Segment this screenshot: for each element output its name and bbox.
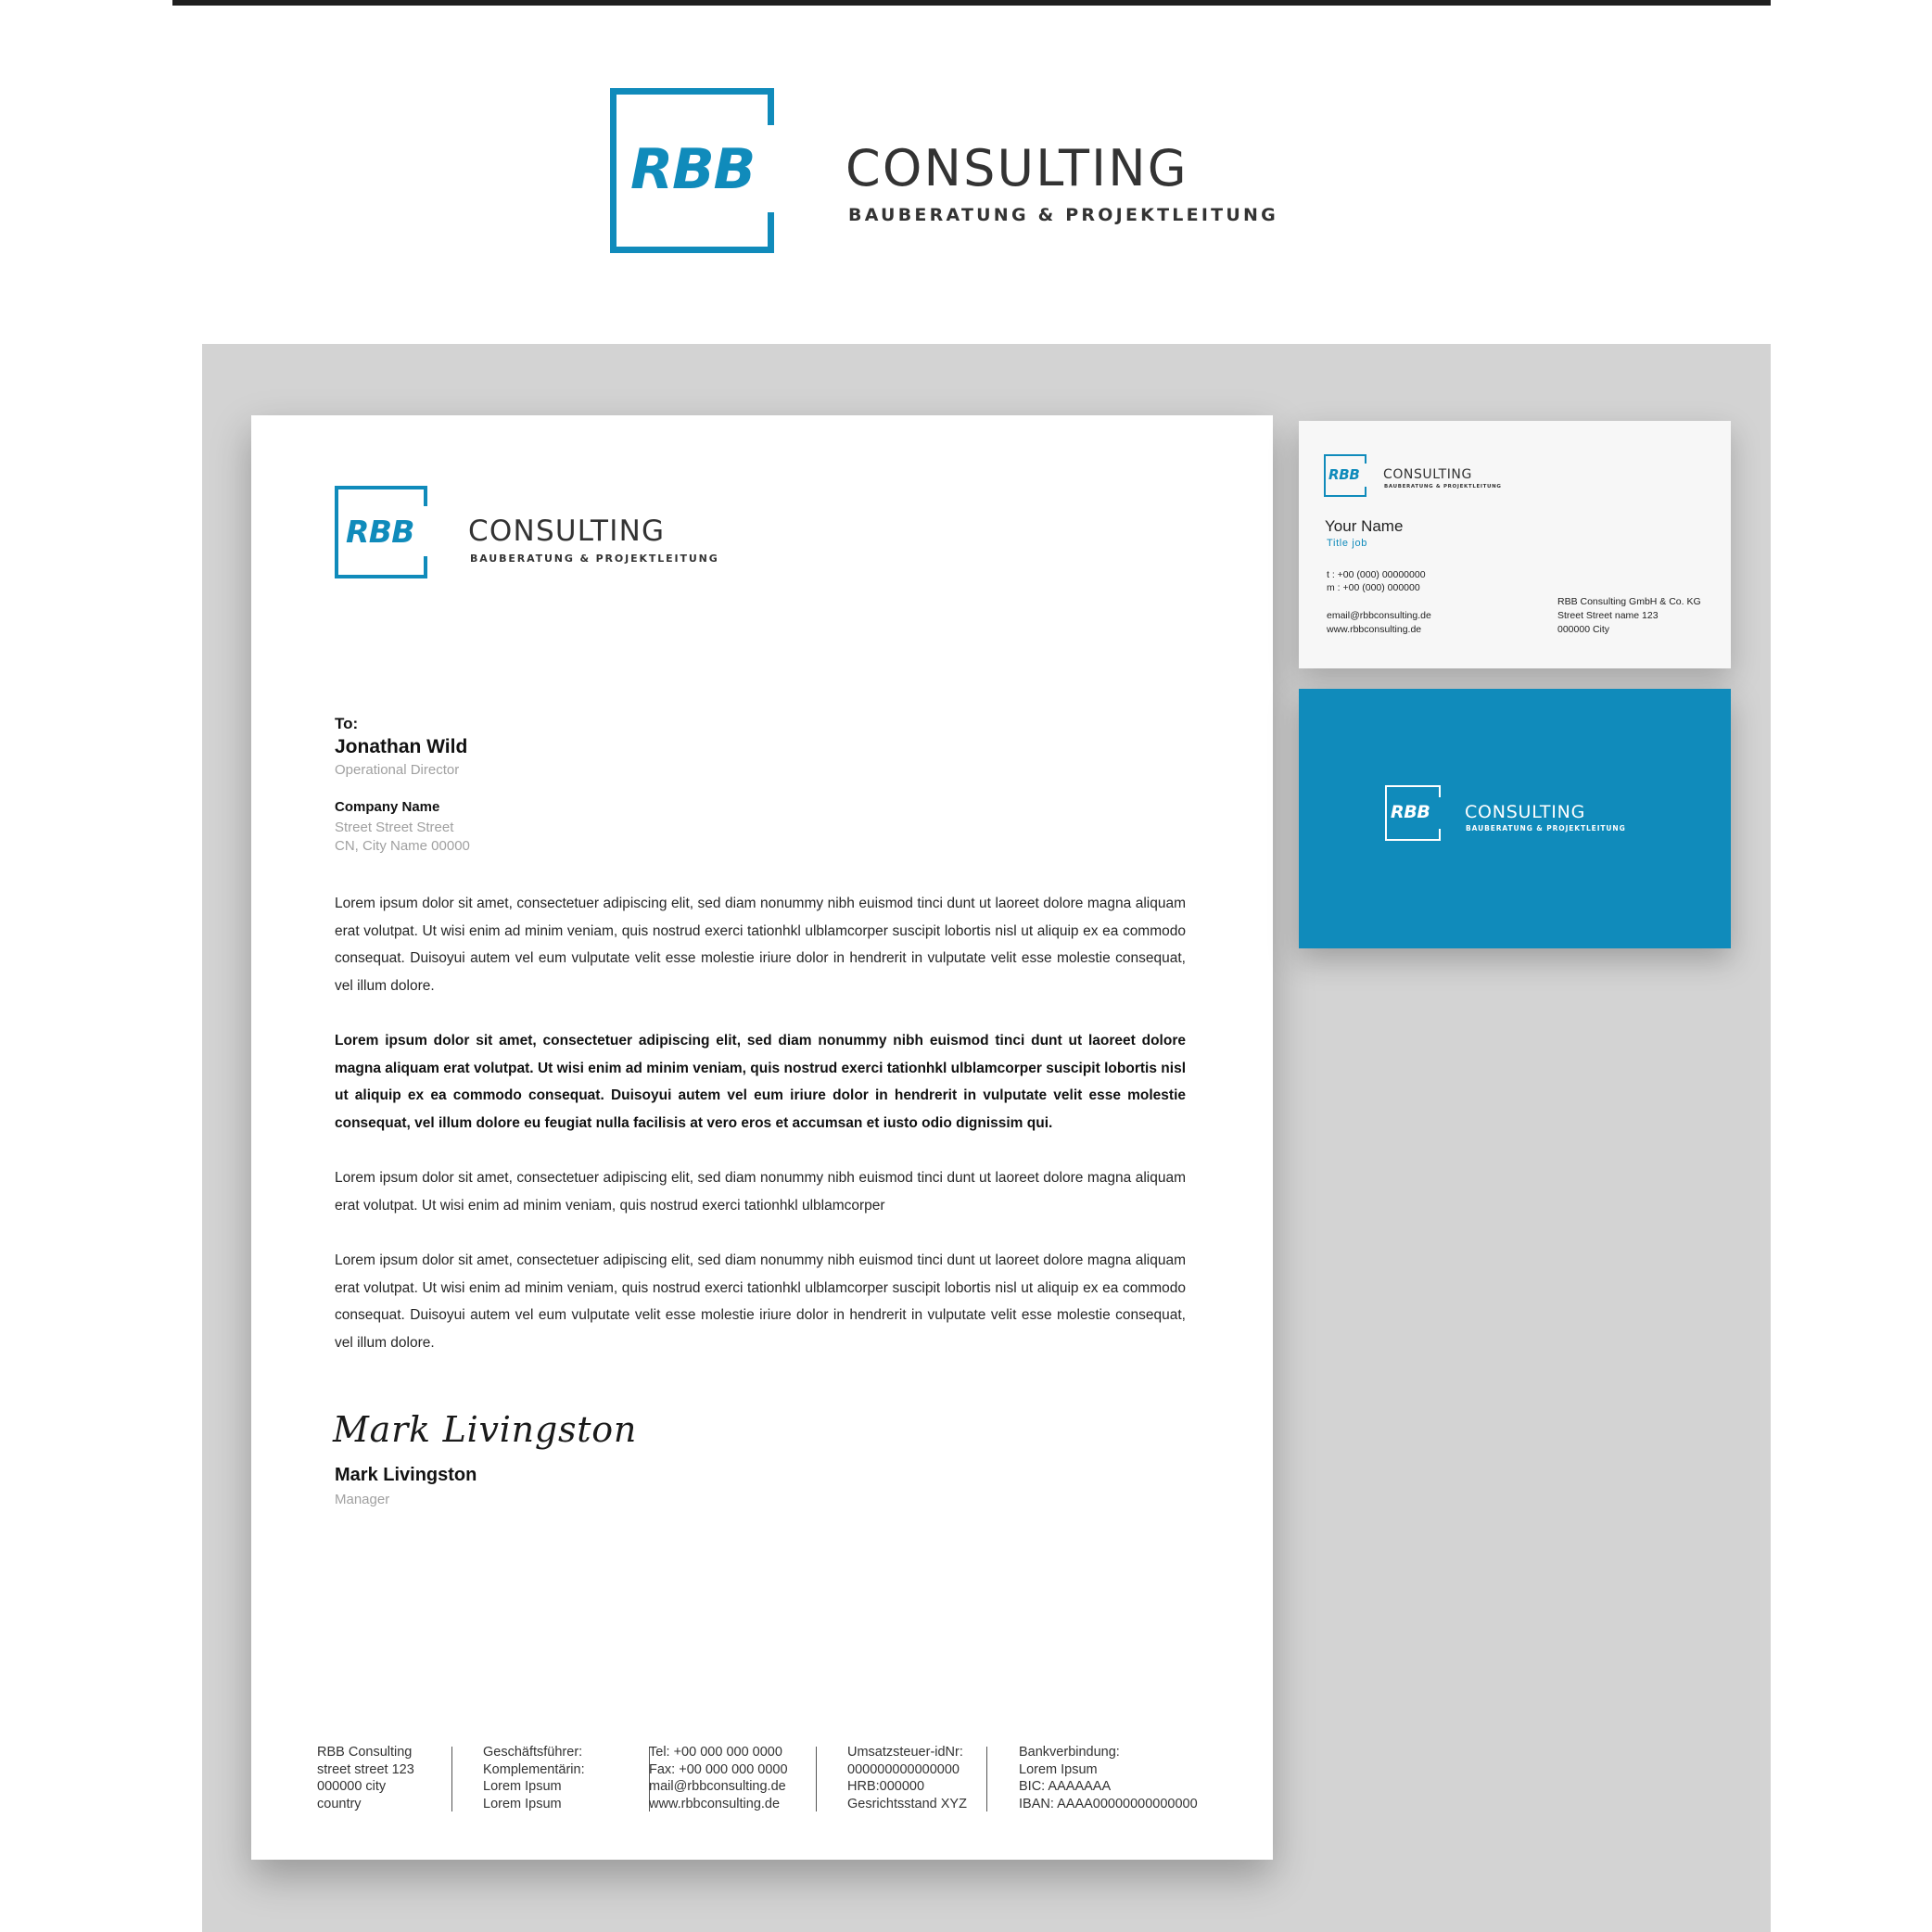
footer-tax — [847, 1744, 967, 1812]
card-back-logo-tagline: BAUBERATUNG & PROJEKTLEITUNG — [1466, 824, 1626, 833]
body-paragraph: Lorem ipsum dolor sit amet, consectetuer adipiscing elit, sed diam nonummy nibh euismod tinci dunt ut laoreet dolore magna aliquam erat volutpat. Ut wisi enim ad minim veniam, quis nostrud exerci tationhkl ulblamcorper suscipit lobortis nisl ut aliquip ex ea commodo consequat. Duisoyui autem vel eum vulputate velit esse molestie iriure dolor in hendrerit in vulputate velit esse molestie consequat, vel illum dolore. — [335, 896, 1186, 994]
footer-management — [483, 1744, 585, 1812]
handwritten-signature: Mark Livingston — [333, 1409, 638, 1450]
card-back-logo-frame-gap — [1438, 797, 1443, 829]
signer-name: Mark Livingston — [335, 1465, 477, 1485]
card-company: RBB Consulting GmbH & Co. KG — [1557, 596, 1701, 607]
letter-logo-rbb-text: RBB — [346, 514, 414, 550]
footer-bank — [1019, 1744, 1198, 1812]
footer-line: street street 123 — [317, 1761, 414, 1777]
footer-line: Umsatzsteuer-idNr: — [847, 1745, 963, 1760]
body-paragraph: Lorem ipsum dolor sit amet, consectetuer adipiscing elit, sed diam nonummy nibh euismod tinci dunt ut laoreet dolore magna aliquam erat volutpat. Ut wisi enim ad minim veniam, quis nostrud exerci tationhkl ulblamcorper — [335, 1170, 1186, 1214]
footer-contact — [649, 1744, 807, 1812]
logo-frame-gap — [766, 125, 777, 212]
footer-divider — [451, 1747, 452, 1811]
to-label: To: — [335, 715, 359, 732]
logo-consulting-text: CONSULTING — [845, 139, 1188, 197]
footer-line: Lorem Ipsum — [1019, 1761, 1098, 1777]
footer-address — [317, 1744, 414, 1812]
letter-logo-tagline: BAUBERATUNG & PROJEKTLEITUNG — [470, 553, 719, 565]
footer-divider — [816, 1747, 817, 1811]
card-street: Street Street name 123 — [1557, 610, 1659, 621]
footer-line: 000000000000000 — [847, 1761, 960, 1777]
card-logo — [1324, 454, 1537, 501]
card-back-logo-consulting-text: CONSULTING — [1465, 802, 1586, 822]
footer-divider — [986, 1747, 987, 1811]
footer-line: 000000 city — [317, 1779, 387, 1794]
business-card-back — [1299, 689, 1731, 948]
card-job-title: Title job — [1327, 538, 1368, 549]
footer-line: www.rbbconsulting.de — [649, 1796, 781, 1811]
company-street: Street Street Street — [335, 820, 454, 835]
card-name: Your Name — [1325, 517, 1404, 535]
top-border-bar — [172, 0, 1771, 6]
footer-line: Lorem Ipsum — [483, 1779, 562, 1794]
card-back-logo — [1385, 785, 1663, 845]
card-phone: t : +00 (000) 00000000 — [1327, 569, 1426, 580]
company-name: Company Name — [335, 799, 440, 815]
footer-line: Komplementärin: — [483, 1761, 585, 1777]
business-card-front — [1299, 421, 1731, 668]
card-city: 000000 City — [1557, 624, 1610, 635]
footer-line: country — [317, 1796, 362, 1811]
company-city: CN, City Name 00000 — [335, 838, 470, 854]
letter-logo-consulting-text: CONSULTING — [468, 515, 666, 548]
recipient-title: Operational Director — [335, 762, 460, 778]
card-back-logo-rbb-text: RBB — [1391, 802, 1430, 822]
card-logo-tagline: BAUBERATUNG & PROJEKTLEITUNG — [1384, 484, 1502, 489]
footer-line: Fax: +00 000 000 0000 — [649, 1761, 788, 1777]
card-email: email@rbbconsulting.de — [1327, 610, 1431, 621]
footer-line: BIC: AAAAAAA — [1019, 1779, 1112, 1794]
footer-line: Tel: +00 000 000 0000 — [649, 1745, 782, 1760]
logo-rbb-text: RBB — [630, 137, 756, 202]
signer-title: Manager — [335, 1492, 390, 1507]
logo-tagline: BAUBERATUNG & PROJEKTLEITUNG — [848, 205, 1278, 225]
footer-line: mail@rbbconsulting.de — [649, 1779, 786, 1794]
footer-line: IBAN: AAAA00000000000000 — [1019, 1796, 1198, 1811]
card-logo-frame-gap — [1364, 464, 1368, 487]
footer-line: Gesrichtsstand XYZ — [847, 1796, 967, 1811]
main-logo — [610, 88, 1370, 255]
card-logo-rbb-text: RBB — [1328, 466, 1360, 483]
letter-logo-frame-gap — [422, 506, 429, 556]
letter-logo — [335, 486, 780, 583]
footer-line: HRB:000000 — [847, 1779, 925, 1794]
footer-line: Geschäftsführer: — [483, 1745, 583, 1760]
card-mobile: m : +00 (000) 000000 — [1327, 582, 1420, 593]
footer-line: Lorem Ipsum — [483, 1796, 562, 1811]
footer-line: RBB Consulting — [317, 1745, 413, 1760]
card-website: www.rbbconsulting.de — [1327, 624, 1422, 635]
recipient-name: Jonathan Wild — [335, 736, 468, 757]
card-logo-consulting-text: CONSULTING — [1383, 467, 1472, 482]
letterhead-page — [251, 415, 1273, 1860]
body-paragraph-bold: Lorem ipsum dolor sit amet, consectetuer adipiscing elit, sed diam nonummy nibh euismod tinci dunt ut laoreet dolore magna aliquam erat volutpat. Ut wisi enim ad minim veniam, quis nostrud exerci tationhkl ulblamcorper suscipit lobortis nisl ut aliquip ex ea commodo consequat. Duisoyui autem vel eum iriure dolor in hendrerit in vulputate velit esse molestie consequat, vel illum dolore eu feugiat nulla facilisis at vero eros et accumsan et iusto odio dignissim qui. — [335, 1033, 1186, 1131]
body-paragraph: Lorem ipsum dolor sit amet, consectetuer adipiscing elit, sed diam nonummy nibh euismod tinci dunt ut laoreet dolore magna aliquam erat volutpat. Ut wisi enim ad minim veniam, quis nostrud exerci tationhkl ulblamcorper suscipit lobortis nisl ut aliquip ex ea commodo consequat. Duisoyui autem vel eum vulputate velit esse molestie iriure dolor in hendrerit in vulputate velit esse molestie consequat, vel illum dolore. — [335, 1252, 1186, 1351]
footer-line: Bankverbindung: — [1019, 1745, 1120, 1760]
